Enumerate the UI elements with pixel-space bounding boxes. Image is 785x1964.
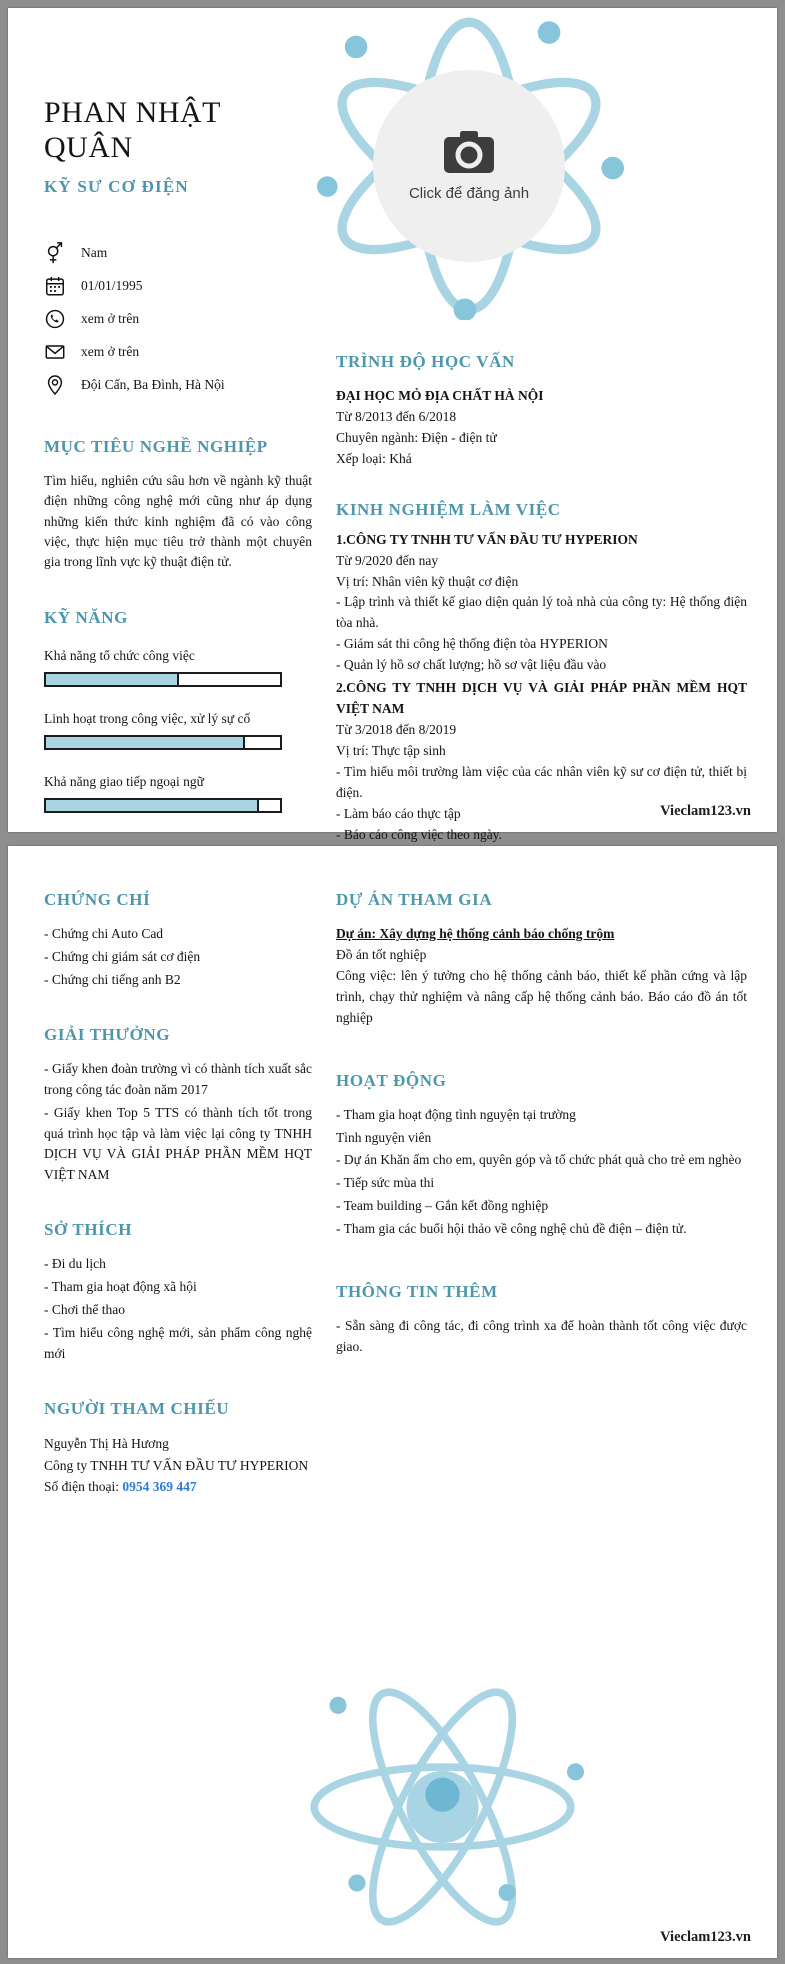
section-education <box>336 352 747 470</box>
skill-item <box>44 648 312 687</box>
certificates-heading: CHỨNG CHỈ <box>44 890 151 909</box>
education-heading: TRÌNH ĐỘ HỌC VẤN <box>336 352 515 371</box>
certificate-item: - Chứng chi Auto Cad <box>44 926 164 941</box>
contact-row-gender <box>44 241 312 265</box>
left-column-page-2 <box>44 890 312 1532</box>
contact-row-phone <box>44 307 312 331</box>
section-objective <box>44 437 312 572</box>
job-bullet: - Làm báo cáo thực tập <box>336 805 461 821</box>
right-column-page-2 <box>336 890 747 1532</box>
brand-watermark: Vieclam123.vn <box>660 1929 751 1945</box>
education-school: ĐẠI HỌC MỎ ĐỊA CHẤT HÀ NỘI <box>336 388 544 403</box>
reference-company: Công ty TNHH TƯ VẤN ĐẦU TƯ HYPERION <box>44 1457 309 1473</box>
job-bullet: - Tìm hiểu môi trường làm việc của các nhân viên kỹ sư cơ điện tử, thiết bị điện. <box>336 763 747 800</box>
hobby-item: - Tham gia hoạt động xã hội <box>44 1279 197 1295</box>
awards-heading: GIẢI THƯỞNG <box>44 1024 171 1044</box>
skill-bar <box>44 672 282 687</box>
contact-row-address <box>44 373 312 397</box>
objective-heading: MỤC TIÊU NGHỀ NGHIỆP <box>44 437 268 456</box>
award-item: - Giấy khen đoàn trường vì có thành tích xuất sắc trong công tác đoàn năm 2017 <box>44 1060 312 1097</box>
hobbies-heading: SỞ THÍCH <box>44 1220 133 1240</box>
candidate-job-title: KỸ SƯ CƠ ĐIỆN <box>44 177 189 196</box>
reference-name: Nguyễn Thị Hà Hương <box>44 1435 169 1451</box>
education-major: Chuyên ngành: Điện - điện tử <box>336 429 497 445</box>
activity-item: - Team building – Gắn kết đồng nghiệp <box>336 1198 549 1214</box>
skill-bar-fill <box>46 674 179 685</box>
contact-phone-value: xem ở trên <box>81 311 140 326</box>
job-bullet: - Giám sát thi công hệ thống điện tòa HYPERION <box>336 636 608 652</box>
job-position: Vị trí: Nhân viên kỹ thuật cơ điện <box>336 573 519 589</box>
certificate-item: - Chứng chi tiếng anh B2 <box>44 971 181 987</box>
calendar-icon <box>44 274 66 298</box>
hobby-item: - Đi du lịch <box>44 1256 106 1272</box>
job-company: 2.CÔNG TY TNHH DỊCH VỤ VÀ GIẢI PHÁP PHẦN MỀM HQT VIỆT NAM <box>336 680 747 717</box>
atom-orbits <box>300 1688 585 1926</box>
skill-label: Khả năng tổ chức công việc <box>44 648 195 664</box>
contact-birthdate-value: 01/01/1995 <box>81 278 143 293</box>
contact-row-email <box>44 340 312 364</box>
job-company: 1.CÔNG TY TNHH TƯ VẤN ĐẦU TƯ HYPERION <box>336 531 638 547</box>
cv-page-2 <box>8 846 777 1958</box>
section-awards <box>44 1025 312 1187</box>
cv-page-1 <box>8 8 777 842</box>
section-reference <box>44 1399 312 1498</box>
award-item: - Giấy khen Top 5 TTS có thành tích tốt trong quá trình học tập và làm việc lại công ty TNHH DỊCH VỤ VÀ GIẢI PHÁP PHẦN MỀM HQT VIỆT NAM <box>44 1104 312 1183</box>
job-position: Vị trí: Thực tập sinh <box>336 742 446 758</box>
photo-upload-placeholder[interactable] <box>373 70 565 262</box>
contact-gender-value: Nam <box>81 245 108 260</box>
reference-phone-number[interactable]: 0954 369 447 <box>122 1479 197 1495</box>
project-subtitle: Đồ án tốt nghiệp <box>336 946 427 962</box>
candidate-name: PHAN NHẬT QUÂN <box>44 96 221 164</box>
section-projects <box>336 890 747 1029</box>
experience-heading: KINH NGHIỆM LÀM VIỆC <box>336 499 561 519</box>
activity-item: - Dự án Khăn ấm cho em, quyên góp và tổ chức phát quà cho trẻ em nghèo <box>336 1152 742 1168</box>
job-period: Từ 9/2020 đến nay <box>336 552 439 568</box>
skill-label: Khả năng giao tiếp ngoại ngữ <box>44 774 204 790</box>
section-skills <box>44 608 312 813</box>
location-icon <box>44 373 66 397</box>
skill-bar-fill <box>46 800 259 811</box>
reference-phone-row <box>44 1476 312 1498</box>
job-bullet: - Báo cáo công việc theo ngày. <box>336 826 502 842</box>
contact-row-birthdate <box>44 274 312 298</box>
job-period: Từ 3/2018 đến 8/2019 <box>336 721 457 737</box>
mail-icon <box>44 340 66 364</box>
atom-graphic <box>300 1688 585 1926</box>
project-description: Công việc: lên ý tưởng cho hệ thống cảnh báo, thiết kế phần cứng và lập trình, chạy thử nghiệm và nâng cấp hệ thống cảnh báo. Báo cáo đồ án tốt nghiệp <box>336 967 747 1025</box>
project-title: Dự án: Xây dựng hệ thống cảnh báo chống trộm <box>336 926 615 941</box>
hobby-item: - Chơi thể thao <box>44 1302 125 1318</box>
section-experience <box>336 500 747 846</box>
section-certificates <box>44 890 312 991</box>
hobby-item: - Tìm hiểu công nghệ mới, sản phẩm công nghệ mới <box>44 1325 312 1361</box>
activity-item: Tình nguyện viên <box>336 1129 432 1145</box>
skill-bar-fill <box>46 737 245 748</box>
photo-upload-label: Click để đăng ảnh <box>408 184 530 202</box>
camera-icon <box>444 131 494 173</box>
education-period: Từ 8/2013 đến 6/2018 <box>336 408 457 424</box>
section-hobbies <box>44 1220 312 1365</box>
activity-item: - Tham gia các buổi hội thảo về công nghệ chủ đề điện – điện tử. <box>336 1221 687 1237</box>
section-activities <box>336 1071 747 1241</box>
skill-item <box>44 711 312 750</box>
activities-heading: HOẠT ĐỘNG <box>336 1070 447 1090</box>
reference-phone-label: Số điện thoại: <box>44 1479 119 1495</box>
job-bullet: - Lập trình và thiết kế giao diện quản lý toà nhà của công ty: Hệ thống điện tòa nhà. <box>336 594 747 631</box>
skill-label: Linh hoạt trong công việc, xử lý sự cố <box>44 711 251 727</box>
additional-info-heading: THÔNG TIN THÊM <box>336 1282 498 1302</box>
skills-heading: KỸ NĂNG <box>44 608 129 628</box>
objective-text: Tìm hiểu, nghiên cứu sâu hơn về ngành kỹ thuật điện những công nghệ mới cũng như áp dụng những kiến thức kinh nghiệm đã có vào công việc, thực hiện mục tiêu trở thành một chuyên gia trong lĩnh vực kỹ thuật điện tử. <box>44 473 312 569</box>
brand-watermark: Vieclam123.vn <box>660 803 751 819</box>
activity-item: - Tham gia hoạt động tình nguyện tại trường <box>336 1106 576 1122</box>
certificate-item: - Chứng chi giám sát cơ điện <box>44 948 201 964</box>
job-bullet: - Quản lý hồ sơ chất lượng; hồ sơ vật liệu đầu vào <box>336 657 607 673</box>
experience-job <box>336 530 747 676</box>
education-grade: Xếp loại: Khá <box>336 450 412 466</box>
contact-info <box>44 241 312 397</box>
contact-address-value: Đội Cấn, Ba Đình, Hà Nội <box>81 377 225 392</box>
atom-graphic <box>313 12 625 320</box>
skill-bar <box>44 798 282 813</box>
contact-email-value: xem ở trên <box>81 344 140 359</box>
left-column-page-1 <box>44 8 312 846</box>
skill-item <box>44 774 312 813</box>
reference-heading: NGƯỜI THAM CHIẾU <box>44 1398 230 1418</box>
gender-icon <box>44 241 66 265</box>
whatsapp-icon <box>44 307 66 331</box>
projects-heading: DỰ ÁN THAM GIA <box>336 890 493 909</box>
additional-info-item: - Sẵn sàng đi công tác, đi công trình xa để hoàn thành tốt công việc được giao. <box>336 1318 747 1355</box>
experience-job <box>336 678 747 845</box>
skill-bar <box>44 735 282 750</box>
activity-item: - Tiếp sức mùa thi <box>336 1175 435 1191</box>
section-additional-info <box>336 1282 747 1358</box>
